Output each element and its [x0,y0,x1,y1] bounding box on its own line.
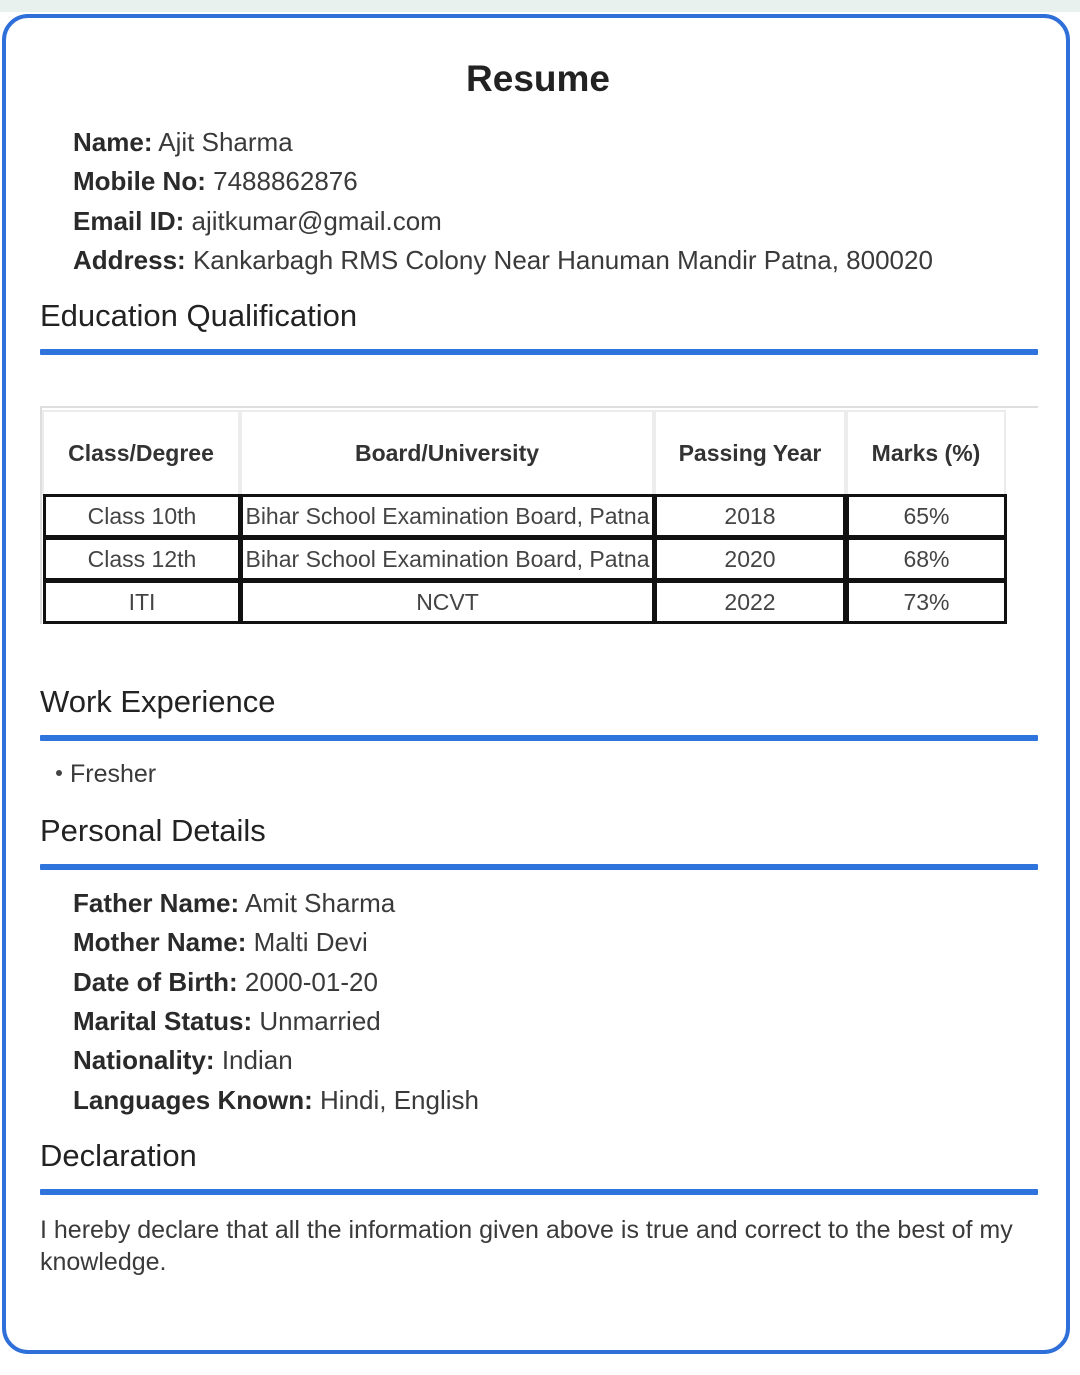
column-header: Board/University [242,412,652,494]
mother-label: Mother Name: [73,927,247,957]
page-title: Resume [466,58,610,99]
table-cell: 65% [846,494,1007,538]
contact-address [73,244,933,276]
mobile-value: 7488862876 [213,166,358,196]
table-cell: 2020 [654,537,846,581]
table-cell: ITI [43,580,241,624]
bullet-icon [56,770,62,776]
personal-dob [73,966,378,998]
father-label: Father Name: [73,888,240,918]
column-header: Passing Year [656,412,844,494]
languages-value: Hindi, English [320,1085,479,1115]
table-cell: Class 10th [43,494,241,538]
address-value: Kankarbagh RMS Colony Near Hanuman Mandir Patna, 800020 [192,245,933,275]
email-value: ajitkumar@gmail.com [191,206,442,236]
table-cell: 73% [846,580,1007,624]
contact-mobile [73,165,358,197]
work-divider [40,735,1038,741]
declaration-heading: Declaration [40,1138,197,1173]
declaration-divider [40,1189,1038,1195]
marital-value: Unmarried [259,1006,381,1036]
column-header: Marks (%) [848,412,1004,494]
name-label: Name: [73,127,153,157]
dob-value: 2000-01-20 [244,967,378,997]
column-header: Class/Degree [44,412,238,494]
contact-name [73,126,293,158]
table-cell: NCVT [240,580,655,624]
table-top-border [40,406,1038,408]
top-strip [0,0,1080,12]
personal-languages [73,1084,479,1116]
marital-label: Marital Status: [73,1006,253,1036]
nationality-label: Nationality: [73,1045,215,1075]
personal-divider [40,864,1038,870]
education-divider [40,349,1038,355]
table-cell: 68% [846,537,1007,581]
work-heading: Work Experience [40,684,276,719]
dob-label: Date of Birth: [73,967,238,997]
nationality-value: Indian [221,1045,293,1075]
mobile-label: Mobile No: [73,166,206,196]
address-label: Address: [73,245,186,275]
father-value: Amit Sharma [244,888,396,918]
name-value: Ajit Sharma [158,127,293,157]
personal-father [73,887,395,919]
personal-mother [73,926,368,958]
contact-email [73,205,442,237]
declaration-text: I hereby declare that all the information given above is true and correct to the best of my knowledge. [40,1216,1013,1276]
table-cell: Class 12th [43,537,241,581]
list-item [56,758,156,790]
table-cell: Bihar School Examination Board, Patna [240,494,655,538]
table-cell: Bihar School Examination Board, Patna [240,537,655,581]
personal-marital [73,1005,381,1037]
table-cell: 2022 [654,580,846,624]
table-cell: 2018 [654,494,846,538]
mother-value: Malti Devi [253,927,368,957]
personal-nationality [73,1044,293,1076]
email-label: Email ID: [73,206,185,236]
education-table [40,406,1038,626]
table-left-border [40,406,42,624]
education-heading: Education Qualification [40,298,358,333]
languages-label: Languages Known: [73,1085,313,1115]
personal-heading: Personal Details [40,813,266,848]
work-item: Fresher [70,760,157,788]
